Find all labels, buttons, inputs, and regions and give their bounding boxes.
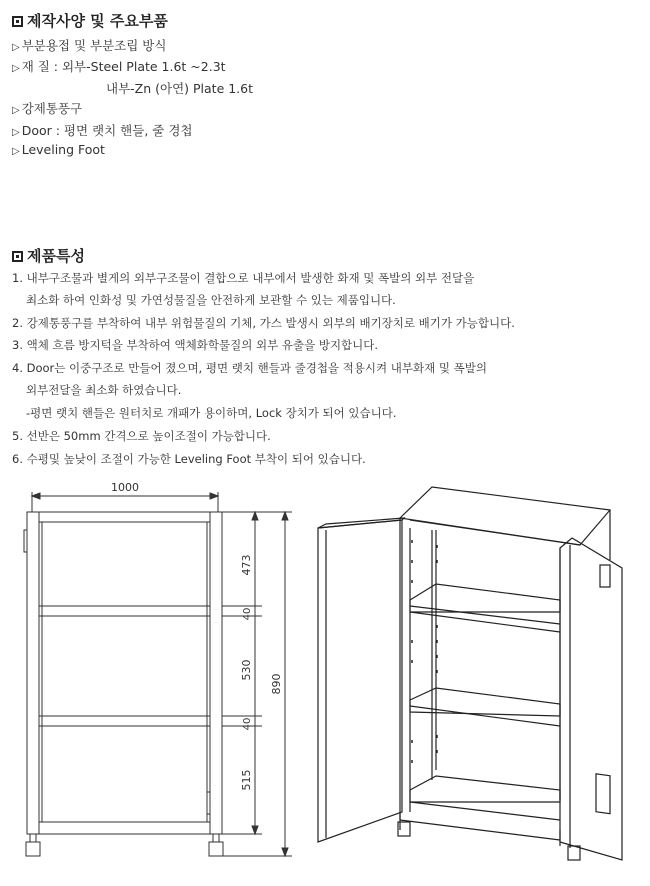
section-dimension-label: 515 bbox=[240, 769, 253, 791]
spec-item: ▷ 강제통풍구 bbox=[12, 101, 83, 116]
feature-line: 3. 액체 흐름 방지턱을 부착하여 액체화학물질의 외부 유출을 방지합니다. bbox=[12, 338, 379, 352]
height-dimension-label: 890 bbox=[270, 673, 283, 695]
feature-line: -평면 랫치 핸들은 원터치로 개패가 용이하며, Lock 장치가 되어 있습니다. bbox=[26, 406, 397, 420]
width-dimension-label: 1000 bbox=[111, 481, 139, 494]
feature-line: 4. Door는 이중구조로 만들어 졌으며, 평면 랫치 핸들과 줄경첩을 적용시켜 내부화재 및 폭발의 bbox=[12, 361, 487, 375]
triangle-bullet-icon: ▷ bbox=[12, 127, 20, 138]
section-dimension-label: 530 bbox=[240, 659, 253, 681]
spec-item: ▷ 부분용접 및 부분조립 방식 bbox=[12, 38, 167, 53]
triangle-bullet-icon: ▷ bbox=[12, 105, 20, 116]
spec-item: ▷ Door : 평면 랫치 핸들, 줄 경첩 bbox=[12, 123, 193, 138]
spec-item: ▷ 재 질 : 외부-Steel Plate 1.6t ~2.3t bbox=[12, 59, 226, 74]
feature-line: 외부전달을 최소화 하였습니다. bbox=[26, 383, 182, 397]
feature-line: 2. 강제통풍구를 부착하여 내부 위험물질의 기체, 가스 발생시 외부의 배기장치로 배기가 가능합니다. bbox=[12, 316, 515, 330]
triangle-bullet-icon: ▷ bbox=[12, 63, 20, 74]
spec-item: 내부-Zn (아연) Plate 1.6t bbox=[106, 81, 254, 96]
triangle-bullet-icon: ▷ bbox=[12, 42, 20, 53]
feature-section-title: 제품특성 bbox=[12, 245, 85, 266]
feature-line: 1. 내부구조물과 별게의 외부구조물이 결합으로 내부에서 발생한 화재 및 폭발의 외부 전달을 bbox=[12, 271, 475, 285]
feature-line: 5. 선반은 50mm 간격으로 높이조절이 가능합니다. bbox=[12, 429, 271, 443]
feature-line: 최소화 하여 인화성 및 가연성물질을 안전하게 보관할 수 있는 제품입니다. bbox=[26, 293, 396, 307]
section-dimension-label: 40 bbox=[242, 607, 253, 621]
spec-item: ▷ Leveling Foot bbox=[12, 142, 105, 157]
spec-section-title: 제작사양 및 주요부품 bbox=[12, 10, 168, 31]
section-dimension-label: 40 bbox=[242, 717, 253, 731]
triangle-bullet-icon: ▷ bbox=[12, 146, 20, 157]
feature-line: 6. 수평및 높낮이 조절이 가능한 Leveling Foot 부착이 되어 있습니다. bbox=[12, 452, 366, 466]
section-dimension-label: 473 bbox=[240, 554, 253, 576]
